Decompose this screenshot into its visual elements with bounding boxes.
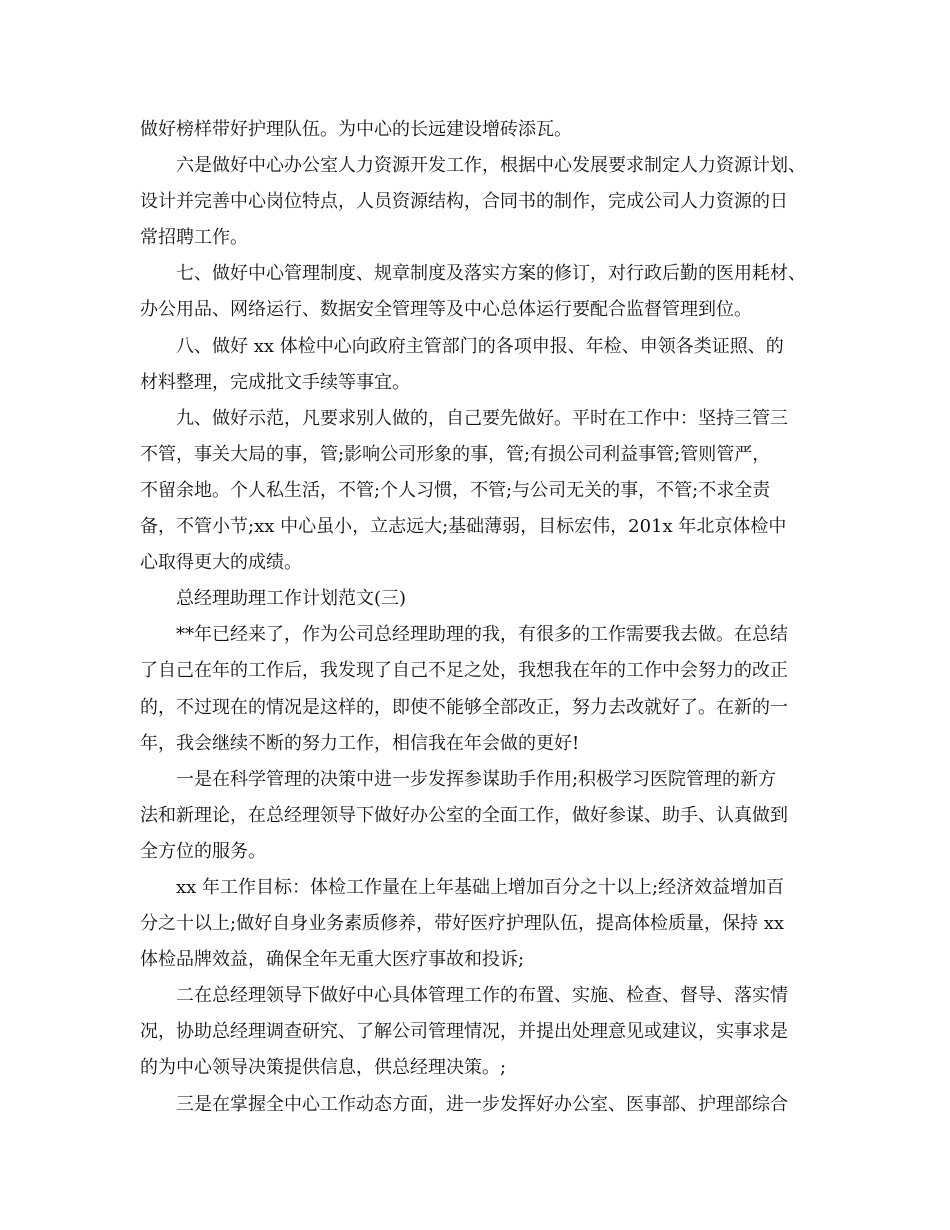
paragraph-start: 一是在科学管理的决策中进一步发挥参谋助手作用;积极学习医院管理的新方 <box>176 768 777 790</box>
text-line: 不管，事关大局的事，管;影响公司形象的事，管;有损公司利益事管;管则管严， <box>140 443 771 465</box>
text-line: 办公用品、网络运行、数据安全管理等及中心总体运行要配合监督管理到位。 <box>140 299 752 321</box>
text-line: 年，我会继续不断的努力工作，相信我在年会做的更好! <box>140 732 580 754</box>
text-line: 法和新理论，在总经理领导下做好办公室的全面工作，做好参谋、助手、认真做到 <box>140 804 788 826</box>
paragraph-start: **年已经来了，作为公司总经理助理的我，有很多的工作需要我去做。在总结 <box>176 624 788 646</box>
text-line: 分之十以上;做好自身业务素质修养，带好医疗护理队伍，提高体检质量，保持 xx <box>140 913 785 935</box>
paragraph-start: 二在总经理领导下做好中心具体管理工作的布置、实施、检查、督导、落实情 <box>176 985 788 1007</box>
paragraph-start: 三是在掌握全中心工作动态方面，进一步发挥好办公室、医事部、护理部综合 <box>176 1093 788 1115</box>
text-line: 不留余地。个人私生活，不管;个人习惯，不管;与公司无关的事，不管;不求全责 <box>140 479 771 501</box>
text-line: 的，不过现在的情况是这样的，即使不能够全部改正，努力去改就好了。在新的一 <box>140 696 788 718</box>
paragraph-start: xx 年工作目标：体检工作量在上年基础上增加百分之十以上;经济效益增加百 <box>176 876 785 898</box>
text-line: 全方位的服务。 <box>140 840 266 862</box>
paragraph-start: 六是做好中心办公室人力资源开发工作，根据中心发展要求制定人力资源计划、 <box>176 155 806 177</box>
paragraph-start: 九、做好示范，凡要求别人做的，自己要先做好。平时在工作中：坚持三管三 <box>176 407 788 429</box>
text-line: 心取得更大的成绩。 <box>140 552 302 574</box>
section-heading: 总经理助理工作计划范文(三) <box>176 588 407 610</box>
text-line: 备，不管小节;xx 中心虽小，立志远大;基础薄弱，目标宏伟，201x 年北京体检中 <box>140 516 787 538</box>
text-line: 体检品牌效益，确保全年无重大医疗事故和投诉; <box>140 949 525 971</box>
text-line: 材料整理，完成批文手续等事宜。 <box>140 371 410 393</box>
text-line: 做好榜样带好护理队伍。为中心的长远建设增砖添瓦。 <box>140 119 572 140</box>
text-line: 况，协助总经理调查研究、了解公司管理情况，并提出处理意见或建议，实事求是 <box>140 1021 788 1043</box>
document-body <box>140 112 816 1123</box>
paragraph-start: 八、做好 xx 体检中心向政府主管部门的各项申报、年检、申领各类证照、的 <box>176 335 784 357</box>
text-line: 的为中心领导决策提供信息，供总经理决策。; <box>140 1057 507 1079</box>
text-line: 了自己在年的工作后，我发现了自己不足之处，我想我在年的工作中会努力的改正 <box>140 660 788 682</box>
text-line: 设计并完善中心岗位特点，人员资源结构，合同书的制作，完成公司人力资源的日 <box>140 191 788 213</box>
paragraph-start: 七、做好中心管理制度、规章制度及落实方案的修订，对行政后勤的医用耗材、 <box>176 263 806 285</box>
text-line: 常招聘工作。 <box>140 227 248 249</box>
